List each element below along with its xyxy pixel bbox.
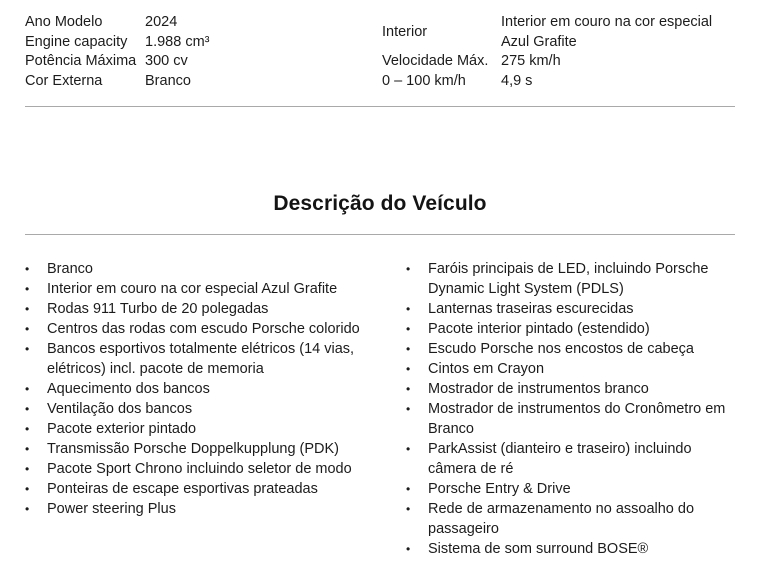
bullet-icon: •	[406, 542, 411, 556]
spec-label: Ano Modelo	[25, 14, 103, 30]
feature-list-item	[25, 259, 365, 279]
bullet-icon: •	[25, 282, 30, 296]
feature-list-item	[406, 359, 736, 379]
bullet-icon: •	[406, 322, 411, 336]
bullet-icon: •	[25, 382, 30, 396]
feature-list-right	[406, 259, 736, 559]
bullet-icon: •	[25, 502, 30, 516]
spec-row-engine-capacity	[25, 33, 209, 53]
feature-text: Interior em couro na cor especial Azul Grafite	[47, 281, 338, 297]
feature-text: Transmissão Porsche Doppelkupplung (PDK)	[47, 441, 340, 457]
feature-text: Power steering Plus	[47, 501, 176, 517]
feature-list-item	[25, 319, 365, 339]
spec-value: 2024	[145, 14, 178, 30]
feature-list-item	[25, 459, 365, 479]
bullet-icon: •	[406, 342, 411, 356]
spec-row-interior	[382, 13, 712, 52]
feature-list-item	[406, 539, 736, 559]
feature-text: Escudo Porsche nos encostos de cabeça	[428, 341, 694, 357]
spec-row-acceleration	[382, 72, 712, 92]
divider	[25, 234, 735, 235]
feature-text: Pacote Sport Chrono incluindo seletor de modo	[47, 461, 352, 477]
specs-left-column	[25, 13, 209, 91]
feature-list-item	[406, 499, 736, 539]
divider	[25, 106, 735, 107]
bullet-icon: •	[25, 342, 30, 356]
feature-text: Mostrador de instrumentos branco	[428, 381, 649, 397]
spec-value: 4,9 s	[501, 72, 533, 89]
feature-list-item	[25, 499, 365, 519]
feature-text: Branco	[47, 261, 93, 277]
feature-text: Faróis principais de LED, incluindo Porsche Dynamic Light System (PDLS)	[428, 261, 709, 297]
spec-row-top-speed	[382, 52, 712, 72]
feature-text: Porsche Entry & Drive	[428, 481, 571, 497]
section-title: Descrição do Veículo	[273, 192, 487, 215]
spec-label: 0 – 100 km/h	[382, 72, 466, 89]
bullet-icon: •	[406, 382, 411, 396]
feature-list-item	[406, 339, 736, 359]
feature-list-left	[25, 259, 365, 519]
feature-text: Rede de armazenamento no assoalho do passageiro	[428, 501, 695, 537]
feature-text: Pacote interior pintado (estendido)	[428, 321, 650, 337]
bullet-icon: •	[25, 262, 30, 276]
spec-value: 300 cv	[145, 53, 188, 69]
bullet-icon: •	[25, 422, 30, 436]
feature-list-item	[406, 399, 736, 439]
feature-text: Ventilação dos bancos	[47, 401, 193, 417]
bullet-icon: •	[406, 402, 411, 416]
feature-list-item	[406, 439, 736, 479]
feature-list-item	[25, 419, 365, 439]
feature-text: Mostrador de instrumentos do Cronômetro em Branco	[428, 401, 726, 437]
bullet-icon: •	[406, 262, 411, 276]
bullet-icon: •	[25, 462, 30, 476]
spec-label: Potência Máxima	[25, 53, 137, 69]
bullet-icon: •	[25, 442, 30, 456]
spec-label: Engine capacity	[25, 33, 128, 50]
specs-right-column	[382, 13, 712, 91]
bullet-icon: •	[406, 502, 411, 516]
bullet-icon: •	[406, 362, 411, 376]
feature-text: Pacote exterior pintado	[47, 421, 197, 437]
feature-list-item	[406, 479, 736, 499]
feature-list-item	[25, 399, 365, 419]
feature-text: Cintos em Crayon	[428, 361, 545, 377]
spec-row-exterior-color	[25, 72, 209, 92]
bullet-icon: •	[25, 322, 30, 336]
feature-text: Aquecimento dos bancos	[47, 381, 210, 397]
feature-text: Centros das rodas com escudo Porsche colorido	[47, 321, 360, 337]
spec-value-multiline	[501, 13, 712, 52]
feature-list-item	[25, 299, 365, 319]
feature-list-item	[25, 379, 365, 399]
feature-list-item	[406, 299, 736, 319]
spec-value: 1.988 cm³	[145, 33, 210, 50]
feature-list-item	[25, 479, 365, 499]
spec-value-line: Interior em couro na cor especial	[501, 14, 713, 30]
spec-row-max-power	[25, 52, 209, 72]
feature-text: Bancos esportivos totalmente elétricos (14 vias, elétricos) incl. pacote de memoria	[47, 341, 355, 377]
spec-label: Interior	[382, 24, 428, 40]
spec-value: Branco	[145, 72, 191, 89]
bullet-icon: •	[25, 402, 30, 416]
spec-value-line: Azul Grafite	[501, 33, 577, 50]
feature-list-item	[406, 379, 736, 399]
feature-text: Ponteiras de escape esportivas prateadas	[47, 481, 318, 497]
bullet-icon: •	[25, 302, 30, 316]
spec-row-model-year	[25, 13, 209, 33]
bullet-icon: •	[406, 302, 411, 316]
spec-value: 275 km/h	[501, 53, 561, 69]
feature-text: ParkAssist (dianteiro e traseiro) incluindo câmera de ré	[428, 441, 692, 477]
bullet-icon: •	[406, 442, 411, 456]
feature-text: Lanternas traseiras escurecidas	[428, 301, 634, 317]
bullet-icon: •	[406, 482, 411, 496]
spec-label: Cor Externa	[25, 72, 103, 89]
feature-text: Sistema de som surround BOSE®	[428, 541, 649, 557]
feature-list-item	[25, 279, 365, 299]
feature-list-item	[406, 319, 736, 339]
feature-list-item	[25, 439, 365, 459]
spec-label: Velocidade Máx.	[382, 53, 489, 69]
feature-list-item	[406, 259, 736, 299]
feature-text: Rodas 911 Turbo de 20 polegadas	[47, 301, 269, 317]
bullet-icon: •	[25, 482, 30, 496]
feature-list-item	[25, 339, 365, 379]
